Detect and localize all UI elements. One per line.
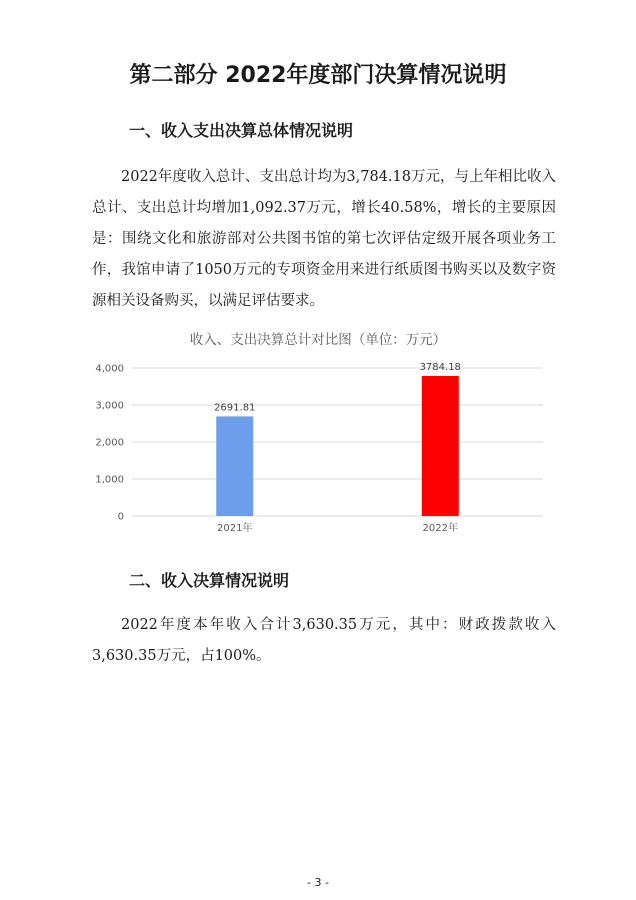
- bar-2021年: [216, 416, 253, 516]
- chart-gridlines: [132, 368, 543, 516]
- x-tick-label: 2021年: [217, 523, 253, 534]
- y-tick-label: 1,000: [95, 474, 124, 486]
- y-tick-label: 3,000: [95, 400, 124, 412]
- section-1-paragraph: 2022年度收入总计、支出总计均为3,784.18万元，与上年相比收入总计、支出总计均增加1,092.37万元，增长40.58%，增长的主要原因是：围绕文化和旅游部对公共图书馆的第七次评估定级开展各项业务工作，我馆申请了1050万元的专项资金用来进行纸质图书购买以及数字资源相关设备购买，以满足评估要求。: [92, 169, 556, 309]
- x-tick-label: 2022年: [422, 523, 458, 534]
- section-2-paragraph: 2022年度本年收入合计3,630.35万元，其中：财政拨款收入3,630.35万元，占100%。: [92, 617, 556, 664]
- chart-x-axis: [217, 521, 458, 534]
- y-tick-label: 4,000: [95, 363, 124, 375]
- page-number: - 3 -: [307, 876, 329, 889]
- chart-title: 收入、支出决算总计对比图（单位：万元）: [189, 332, 447, 348]
- y-tick-label: 2,000: [95, 437, 124, 449]
- chart-y-axis: [95, 364, 124, 523]
- section-2-heading: 二、收入决算情况说明: [129, 571, 290, 590]
- bar-2022年: [422, 376, 459, 516]
- section-1-heading: 一、收入支出决算总体情况说明: [129, 121, 354, 140]
- bar-value-label: 2691.81: [214, 402, 256, 414]
- page-title: 第二部分 2022年度部门决算情况说明: [129, 63, 507, 88]
- bar-chart: [88, 356, 550, 538]
- bar-value-label: 3784.18: [419, 361, 461, 373]
- y-tick-label: 0: [117, 511, 124, 523]
- chart-bars: [216, 376, 459, 516]
